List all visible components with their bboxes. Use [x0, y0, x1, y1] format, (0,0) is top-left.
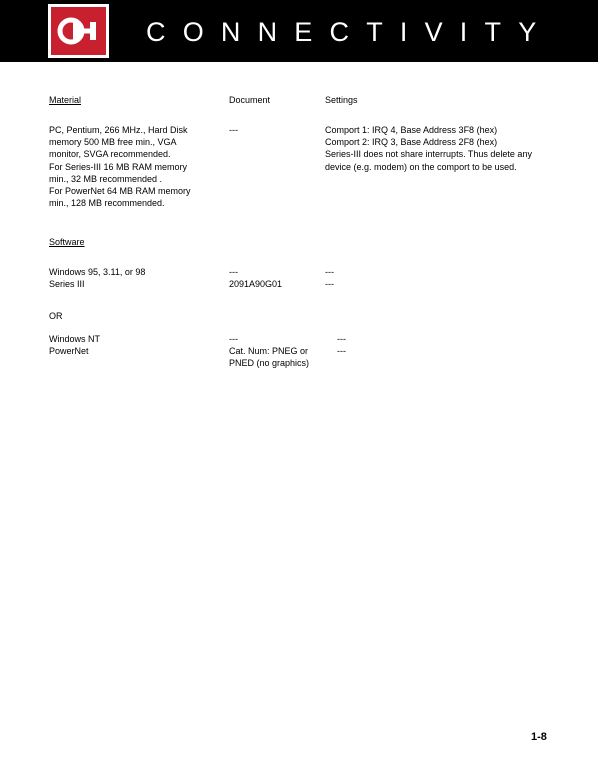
- software-material-text-1: Windows 95, 3.11, or 98 Series III: [49, 267, 146, 290]
- header-title: CONNECTIVITY: [146, 17, 554, 47]
- page-header: [0, 0, 598, 62]
- hardware-material-text: PC, Pentium, 266 MHz., Hard Disk memory 500 MB free min., VGA monitor, SVGA recommended. For Series-III 16 MB RAM memory min., 32 MB recommended . For PowerNet 64 MB RAM memory min., 128 MB recommended.: [49, 125, 191, 209]
- column-heading-material: Material: [49, 95, 82, 105]
- software-document-text-1: --- 2091A90G01: [229, 267, 283, 290]
- software-settings-text-1: --- ---: [325, 267, 334, 290]
- or-label: OR: [49, 311, 63, 321]
- software-settings-text-2: --- ---: [337, 334, 346, 357]
- software-material-text-2: Windows NT PowerNet: [49, 334, 101, 357]
- logo-mark-icon: [51, 7, 106, 55]
- page-number: 1-8: [531, 731, 547, 743]
- column-heading-settings: Settings: [325, 95, 358, 105]
- company-logo: [48, 4, 109, 58]
- column-heading-document: Document: [229, 95, 271, 105]
- software-document-text-2: --- Cat. Num: PNEG or PNED (no graphics): [229, 334, 310, 369]
- software-heading: Software: [49, 237, 85, 247]
- hardware-settings-text: Comport 1: IRQ 4, Base Address 3F8 (hex) Comport 2: IRQ 3, Base Address 2F8 (hex) Series-III does not share interrupts. Thus delete any device (e.g. modem) on the comport to be used.: [325, 125, 532, 172]
- hardware-document-text: ---: [229, 125, 238, 135]
